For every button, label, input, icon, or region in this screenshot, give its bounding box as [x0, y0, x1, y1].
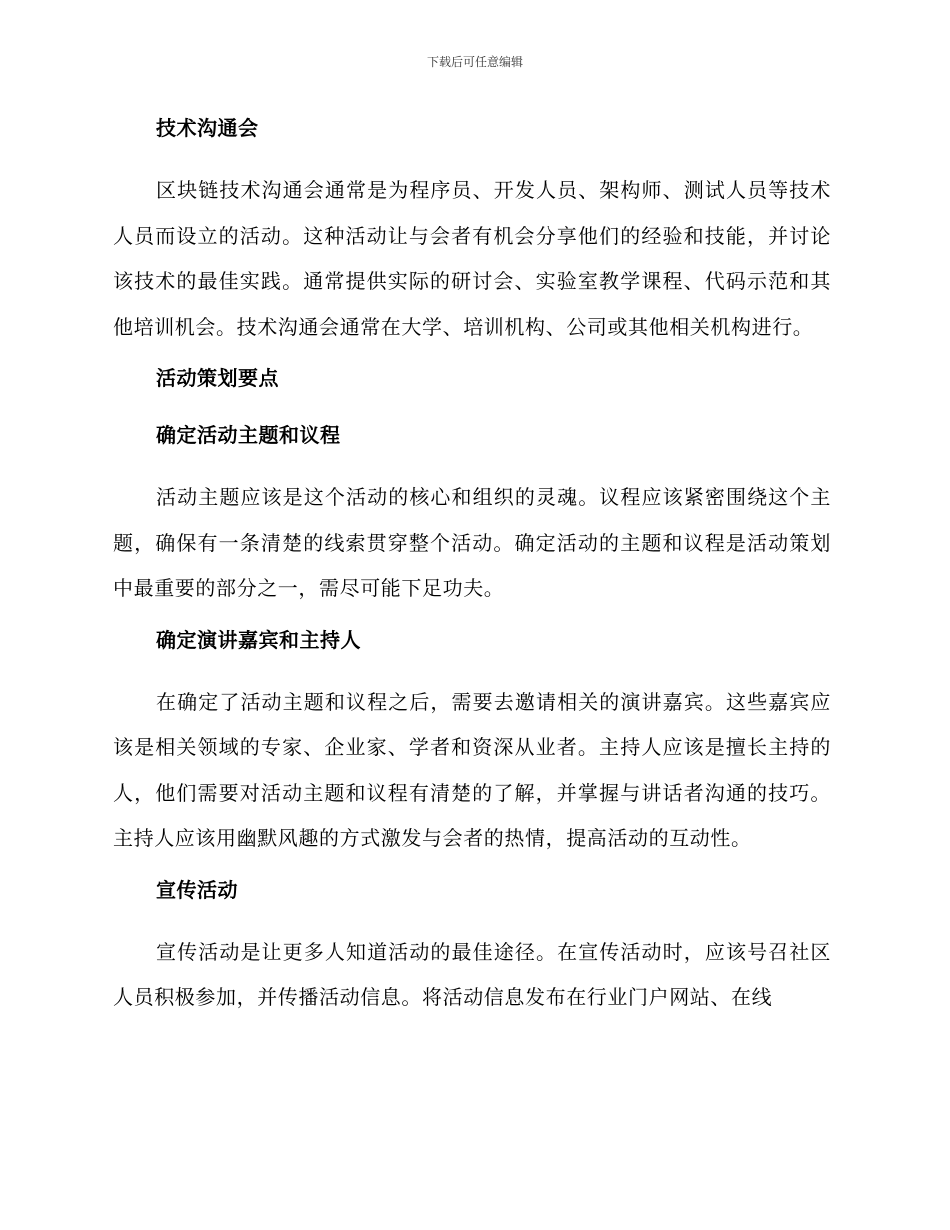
section-heading-planning-points: 活动策划要点: [156, 366, 279, 390]
section-heading-speakers-host: 确定演讲嘉宾和主持人: [156, 627, 361, 652]
section-heading-tech-meeting: 技术沟通会: [156, 116, 259, 140]
paragraph-promotion: 宣传活动是让更多人知道活动的最佳途径。在宣传活动时，应该号召社区人员积极参加，并传播活动信息。将活动信息发布在行业门户网站、在线: [113, 939, 831, 1009]
document-body: [113, 111, 831, 1032]
paragraph-speakers-host: 在确定了活动主题和议程之后，需要去邀请相关的演讲嘉宾。这些嘉宾应该是相关领域的专家、企业家、学者和资深从业者。主持人应该是擅长主持的人，他们需要对活动主题和议程有清楚的了解，并掌握与讲话者沟通的技巧。主持人应该用幽默风趣的方式激发与会者的热情，提高活动的互动性。: [113, 689, 831, 850]
paragraph-tech-meeting: 区块链技术沟通会通常是为程序员、开发人员、架构师、测试人员等技术人员而设立的活动。这种活动让与会者有机会分享他们的经验和技能，并讨论该技术的最佳实践。通常提供实际的研讨会、实验室教学课程、代码示范和其他培训机会。技术沟通会通常在大学、培训机构、公司或其他相关机构进行。: [113, 178, 831, 339]
section-heading-promotion: 宣传活动: [156, 877, 238, 902]
paragraph-theme-agenda: 活动主题应该是这个活动的核心和组织的灵魂。议程应该紧密围绕这个主题，确保有一条清楚的线索贯穿整个活动。确定活动的主题和议程是活动策划中最重要的部分之一，需尽可能下足功夫。: [113, 485, 831, 600]
header-note: 下载后可任意编辑: [426, 55, 523, 69]
section-heading-theme-agenda: 确定活动主题和议程: [156, 423, 341, 447]
